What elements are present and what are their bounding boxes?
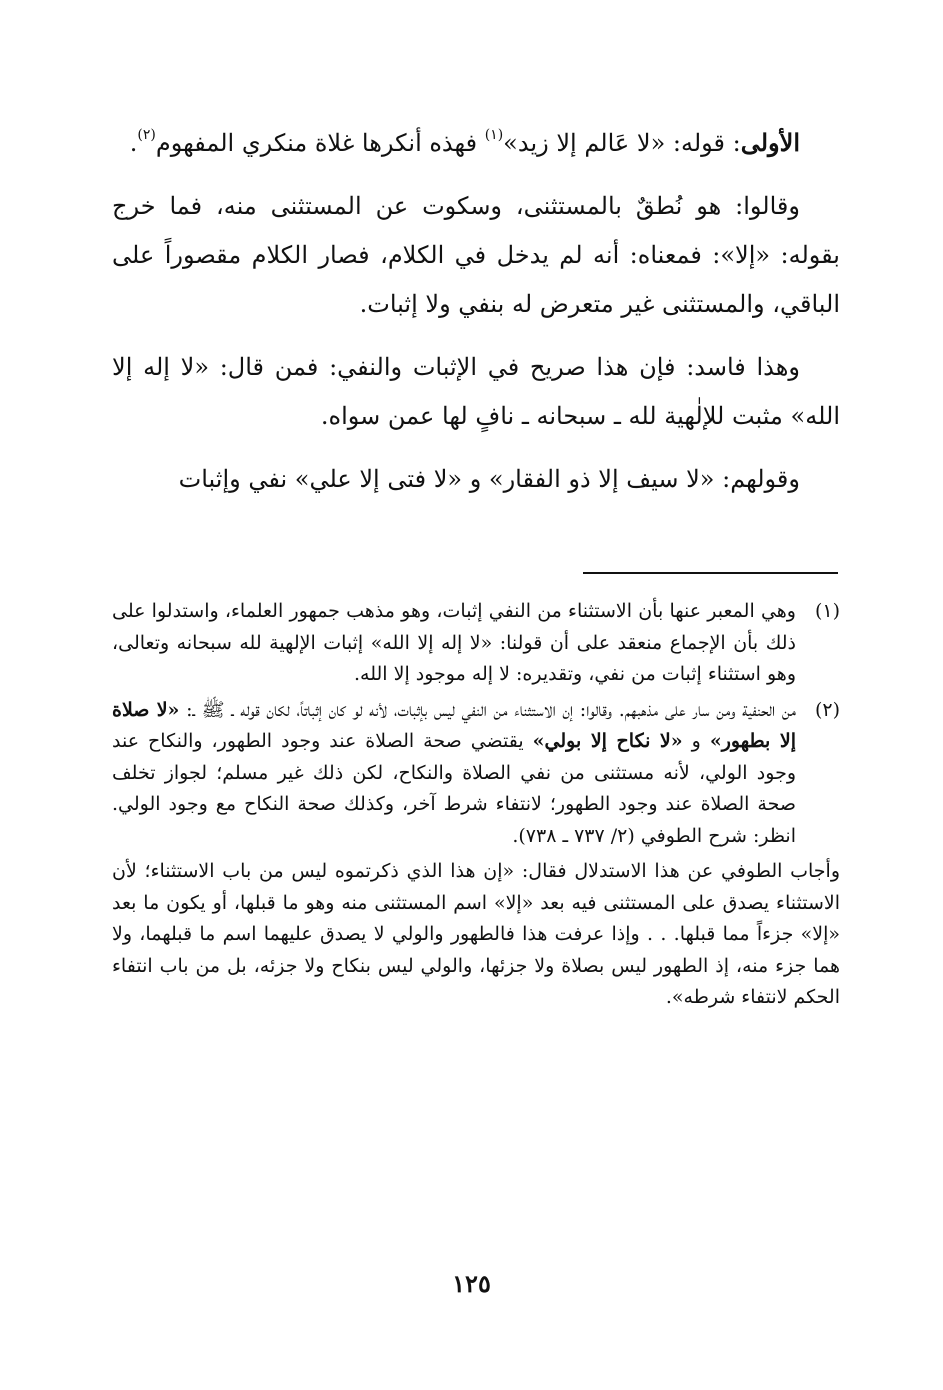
footnote-2-text-a: من الحنفية ومن سار على مذهبهم. وقالوا: إن الاستثناء من النفي ليس بإثبات، لأنه لو كان إثباتاً، لكان قوله ـ ﷺ ـ: [179,698,796,721]
page-number: ١٢٥ [452,1269,491,1298]
paragraph-3: وهذا فاسد: فإن هذا صريح في الإثبات والنفي: فمن قال: «لا إله إلا الله» مثبت للإلٰهية لله ـ سبحانه ـ نافٍ لها عمن سواه. [112,353,840,430]
footnote-2-text-b: و [682,730,710,752]
footnote-1-number: (١) [814,600,840,622]
footnote-2 [112,695,840,853]
footnote-ref-1[interactable]: (١) [484,127,504,143]
footnote-divider [583,572,838,574]
hadith-quote-2: «لا نكاح إلا بولي» [532,730,683,752]
footnote-2-text [112,695,796,853]
main-text [112,118,840,518]
lead-word: الأولى [740,128,800,157]
paragraph-1-text-a: : قوله: «لا عَالم إلا زيد» [503,129,741,157]
paragraph-1-text-c: . [129,129,138,157]
paragraph-4: وقولهم: «لا سيف إلا ذو الفقار» و «لا فتى إلا علي» نفي وإثبات [178,465,800,493]
footnote-2-number: (٢) [814,698,840,721]
footnote-1 [112,596,840,691]
footnote-2-text-c: يقتضي صحة الصلاة عند وجود الطهور، والنكاح عند وجود الولي، لأنه مستثنى من نفي الصلاة والنكاح، لكن ذلك غير مسلم؛ لجواز تخلف صحة الصلاة عند وجود الطهور؛ لانتفاء شرط آخر، وكذلك صحة النكاح مع وجود الولي. انظر: شرح الطوفي (٢/ ٧٣٧ ـ ٧٣٨). [112,730,796,847]
paragraph-1 [112,118,840,168]
footnote-ref-2[interactable]: (٢) [137,127,156,143]
footnotes [112,596,840,1014]
footnote-1-text: وهي المعبر عنها بأن الاستثناء من النفي إثبات، وهو مذهب جمهور العلماء، واستدلوا على ذلك بأن الإجماع منعقد على أن قولنا: «لا إله إلا الله» إثبات الإلهية لله سبحانه وتعالى، وهو استثناء إثبات من نفي، وتقديره: لا إله موجود إلا الله. [112,600,796,685]
hadith-quote-1: «لا صلاة إلا بطهور» [112,698,797,752]
paragraph-2: وقالوا: هو نُطقٌ بالمستثنى، وسكوت عن المستثنى منه، فما خرج بقوله: «إلا»: فمعناه: أنه لم يدخل في الكلام، فصار الكلام مقصوراً على الباقي، والمستثنى غير متعرض له بنفي ولا إثبات. [112,192,840,318]
footnote-2-continuation: وأجاب الطوفي عن هذا الاستدلال فقال: «إن هذا الذي ذكرتموه ليس من باب الاستثناء؛ لأن الاستثناء يصدق على المستثنى فيه بعد «إلا» اسم المستثنى منه وهو ما قبلها، أو يكون ما بعد «إلا» جزءاً مما قبلها. . . وإذا عرفت هذا فالطهور والولي لا يصدق عليهما اسم ما قبلهما، ولا هما جزء منه، إذ الطهور ليس بصلاة ولا جزئها، والولي ليس بنكاح ولا جزئه، بل من باب انتفاء الحكم لانتفاء شرطه». [112,860,840,1008]
paragraph-1-text-b: فهذه أنكرها غلاة منكري المفهوم [155,129,485,157]
